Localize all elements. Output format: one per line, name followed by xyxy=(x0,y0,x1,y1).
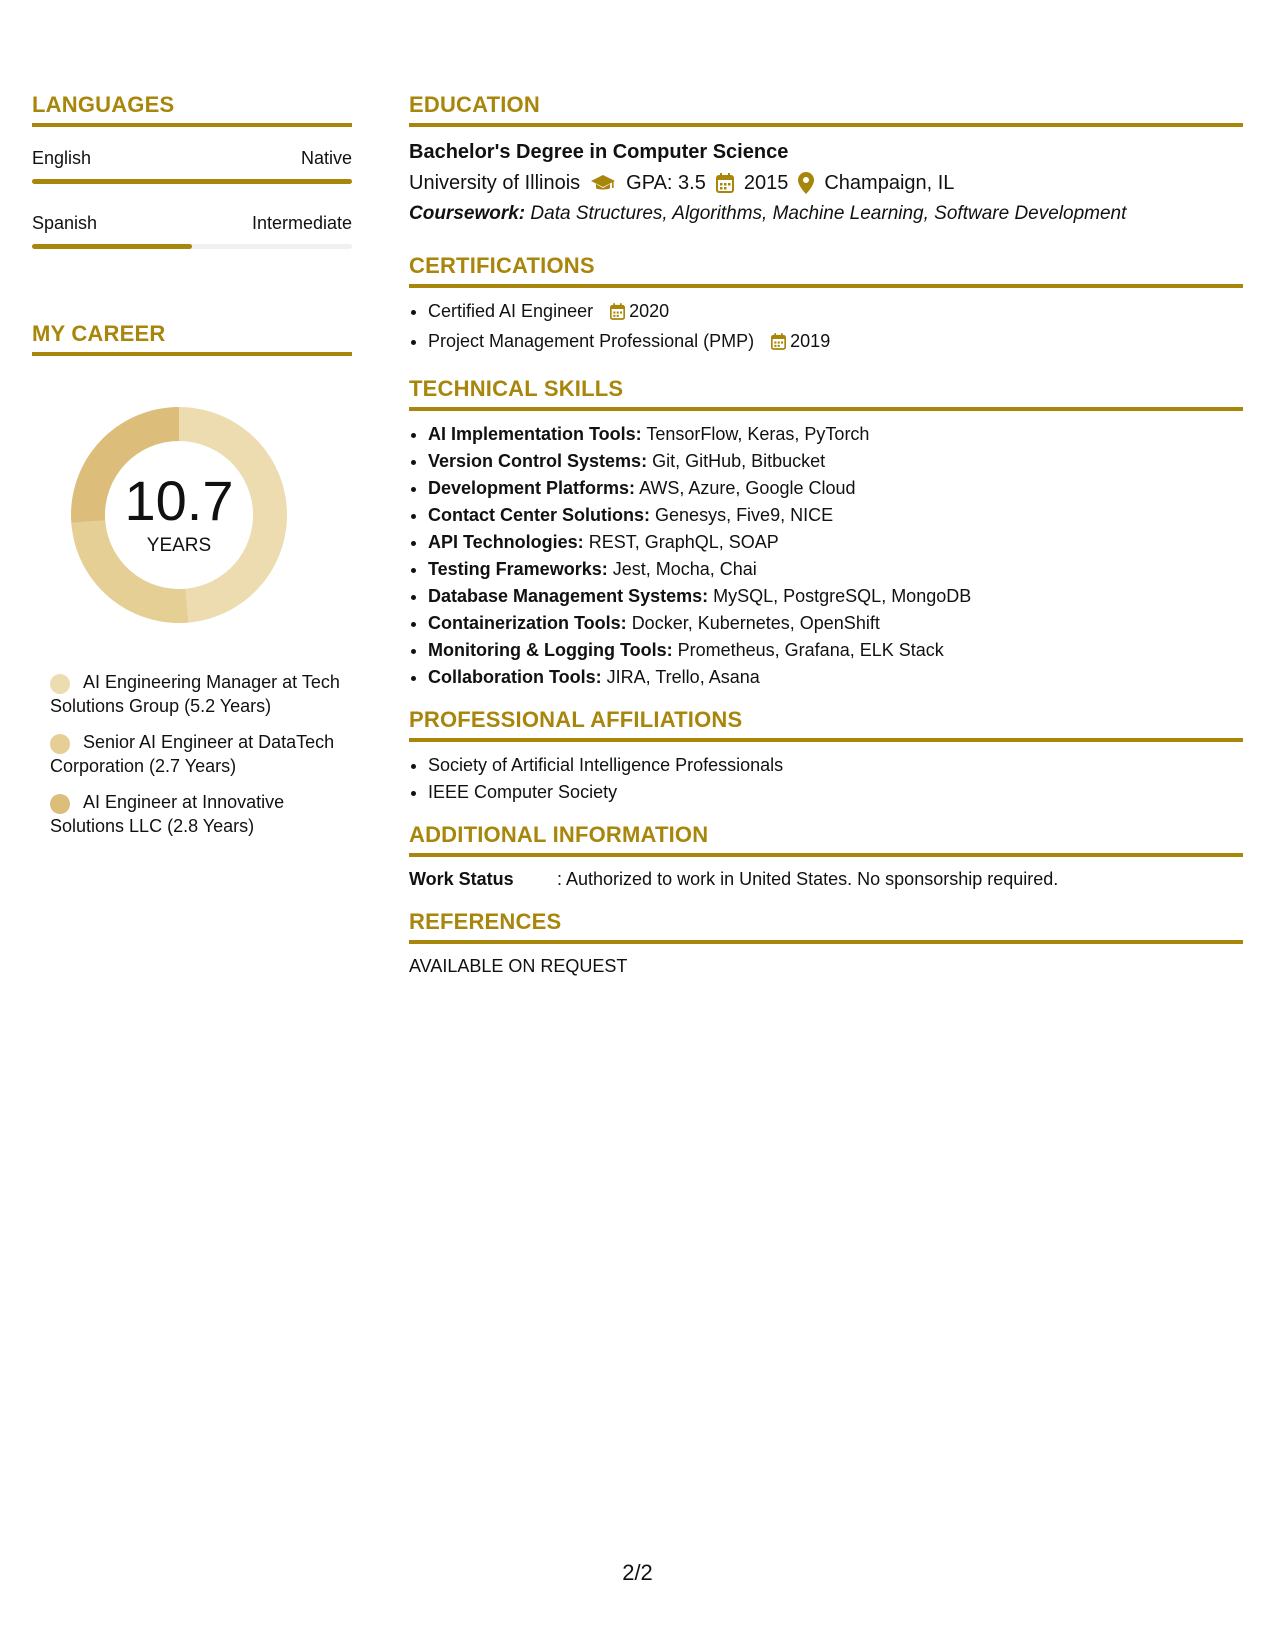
skill-label: AI Implementation Tools: xyxy=(428,424,642,444)
language-bar xyxy=(32,244,352,249)
skill-label: Collaboration Tools: xyxy=(428,667,602,687)
work-status-label: Work Status xyxy=(409,869,514,889)
skill-item xyxy=(428,583,1243,610)
skill-label: Database Management Systems: xyxy=(428,586,709,606)
skill-value: JIRA, Trello, Asana xyxy=(606,667,760,687)
career-total-years: 10.7 xyxy=(124,469,234,532)
skill-label: Monitoring & Logging Tools: xyxy=(428,640,673,660)
references-title: REFERENCES xyxy=(409,909,1243,944)
certifications-title: CERTIFICATIONS xyxy=(409,253,1243,288)
degree: Bachelor's Degree in Computer Science xyxy=(409,141,789,163)
career-title: MY CAREER xyxy=(32,321,352,356)
skills-list xyxy=(409,421,1243,691)
language-name: Spanish xyxy=(32,213,98,233)
skill-label: Development Platforms: xyxy=(428,478,636,498)
education-meta xyxy=(409,170,1243,196)
map-pin-icon xyxy=(798,172,814,194)
skill-value: REST, GraphQL, SOAP xyxy=(588,532,779,552)
legend-dot xyxy=(50,734,70,754)
certification-item xyxy=(428,298,1243,328)
affiliation-item: • Society of Artificial Intelligence Professionals xyxy=(428,752,1243,779)
skill-label: Version Control Systems: xyxy=(428,451,648,471)
certification-year: 2020 xyxy=(629,301,670,321)
skill-item xyxy=(428,610,1243,637)
skill-item xyxy=(428,664,1243,691)
skills-section xyxy=(409,376,1243,691)
coursework xyxy=(409,201,1243,227)
certification-year: 2019 xyxy=(790,331,831,351)
career-years-label: YEARS xyxy=(146,535,212,556)
career-legend xyxy=(50,670,350,838)
affiliations-list xyxy=(409,752,1243,806)
language-bar-fill xyxy=(32,244,192,249)
skill-item xyxy=(428,475,1243,502)
skill-value: AWS, Azure, Google Cloud xyxy=(639,478,856,498)
career-item-label: AI Engineer at Innovative Solutions LLC (2.8 Years) xyxy=(50,792,285,836)
affiliations-section xyxy=(409,707,1243,806)
career-item-label: AI Engineering Manager at Tech Solutions Group (5.2 Years) xyxy=(50,672,340,716)
skill-value: Jest, Mocha, Chai xyxy=(612,559,757,579)
certification-name: Certified AI Engineer xyxy=(428,301,594,321)
language-item xyxy=(32,147,352,184)
coursework-list: Data Structures, Algorithms, Machine Learning, Software Development xyxy=(530,203,1127,224)
skill-item xyxy=(428,529,1243,556)
right-column xyxy=(409,92,1243,978)
language-bar xyxy=(32,179,352,184)
graduation-cap-icon xyxy=(590,173,616,193)
certifications-section xyxy=(409,253,1243,358)
skill-label: Contact Center Solutions: xyxy=(428,505,651,525)
affiliations-title: PROFESSIONAL AFFILIATIONS xyxy=(409,707,1243,742)
career-legend-item xyxy=(50,670,350,718)
language-level: Intermediate xyxy=(251,213,352,233)
work-status-row xyxy=(409,867,1243,891)
skill-item xyxy=(428,421,1243,448)
additional-title: ADDITIONAL INFORMATION xyxy=(409,822,1243,857)
left-column xyxy=(32,92,352,850)
calendar-icon xyxy=(716,173,734,193)
language-name: English xyxy=(32,148,92,168)
references-text: AVAILABLE ON REQUEST xyxy=(409,956,628,976)
graduation-year: 2015 xyxy=(743,172,789,194)
career-legend-item xyxy=(50,730,350,778)
career-item-label: Senior AI Engineer at DataTech Corporation (2.7 Years) xyxy=(50,732,335,776)
certification-item xyxy=(428,328,1243,358)
languages-title: LANGUAGES xyxy=(32,92,352,127)
legend-dot xyxy=(50,674,70,694)
language-bar-fill xyxy=(32,179,352,184)
coursework-label: Coursework: xyxy=(409,203,526,224)
location: Champaign, IL xyxy=(824,172,955,194)
education-title: EDUCATION xyxy=(409,92,1243,127)
career-legend-item xyxy=(50,790,350,838)
legend-dot xyxy=(50,794,70,814)
skill-item xyxy=(428,448,1243,475)
page-number: 2/2 xyxy=(622,1560,653,1585)
gpa: GPA: 3.5 xyxy=(626,172,706,194)
calendar-icon xyxy=(771,331,786,358)
skill-item xyxy=(428,556,1243,583)
additional-section xyxy=(409,822,1243,891)
skill-value: MySQL, PostgreSQL, MongoDB xyxy=(713,586,972,606)
skill-label: Containerization Tools: xyxy=(428,613,627,633)
work-status-value: : Authorized to work in United States. No sponsorship required. xyxy=(557,869,1059,889)
affiliation-item: • IEEE Computer Society xyxy=(428,779,1243,806)
certification-name: Project Management Professional (PMP) xyxy=(428,331,755,351)
skills-title: TECHNICAL SKILLS xyxy=(409,376,1243,411)
language-level: Native xyxy=(300,148,352,168)
skill-value: Prometheus, Grafana, ELK Stack xyxy=(677,640,944,660)
skill-label: API Technologies: xyxy=(428,532,584,552)
language-item xyxy=(32,212,352,249)
skill-value: Docker, Kubernetes, OpenShift xyxy=(631,613,880,633)
career-donut-chart xyxy=(64,400,294,630)
calendar-icon xyxy=(610,301,625,328)
skill-value: Genesys, Five9, NICE xyxy=(655,505,834,525)
skill-item xyxy=(428,637,1243,664)
references-section xyxy=(409,909,1243,978)
skill-value: TensorFlow, Keras, PyTorch xyxy=(646,424,870,444)
skill-item xyxy=(428,502,1243,529)
school-name: University of Illinois xyxy=(409,172,581,194)
skill-value: Git, GitHub, Bitbucket xyxy=(652,451,826,471)
skill-label: Testing Frameworks: xyxy=(428,559,608,579)
